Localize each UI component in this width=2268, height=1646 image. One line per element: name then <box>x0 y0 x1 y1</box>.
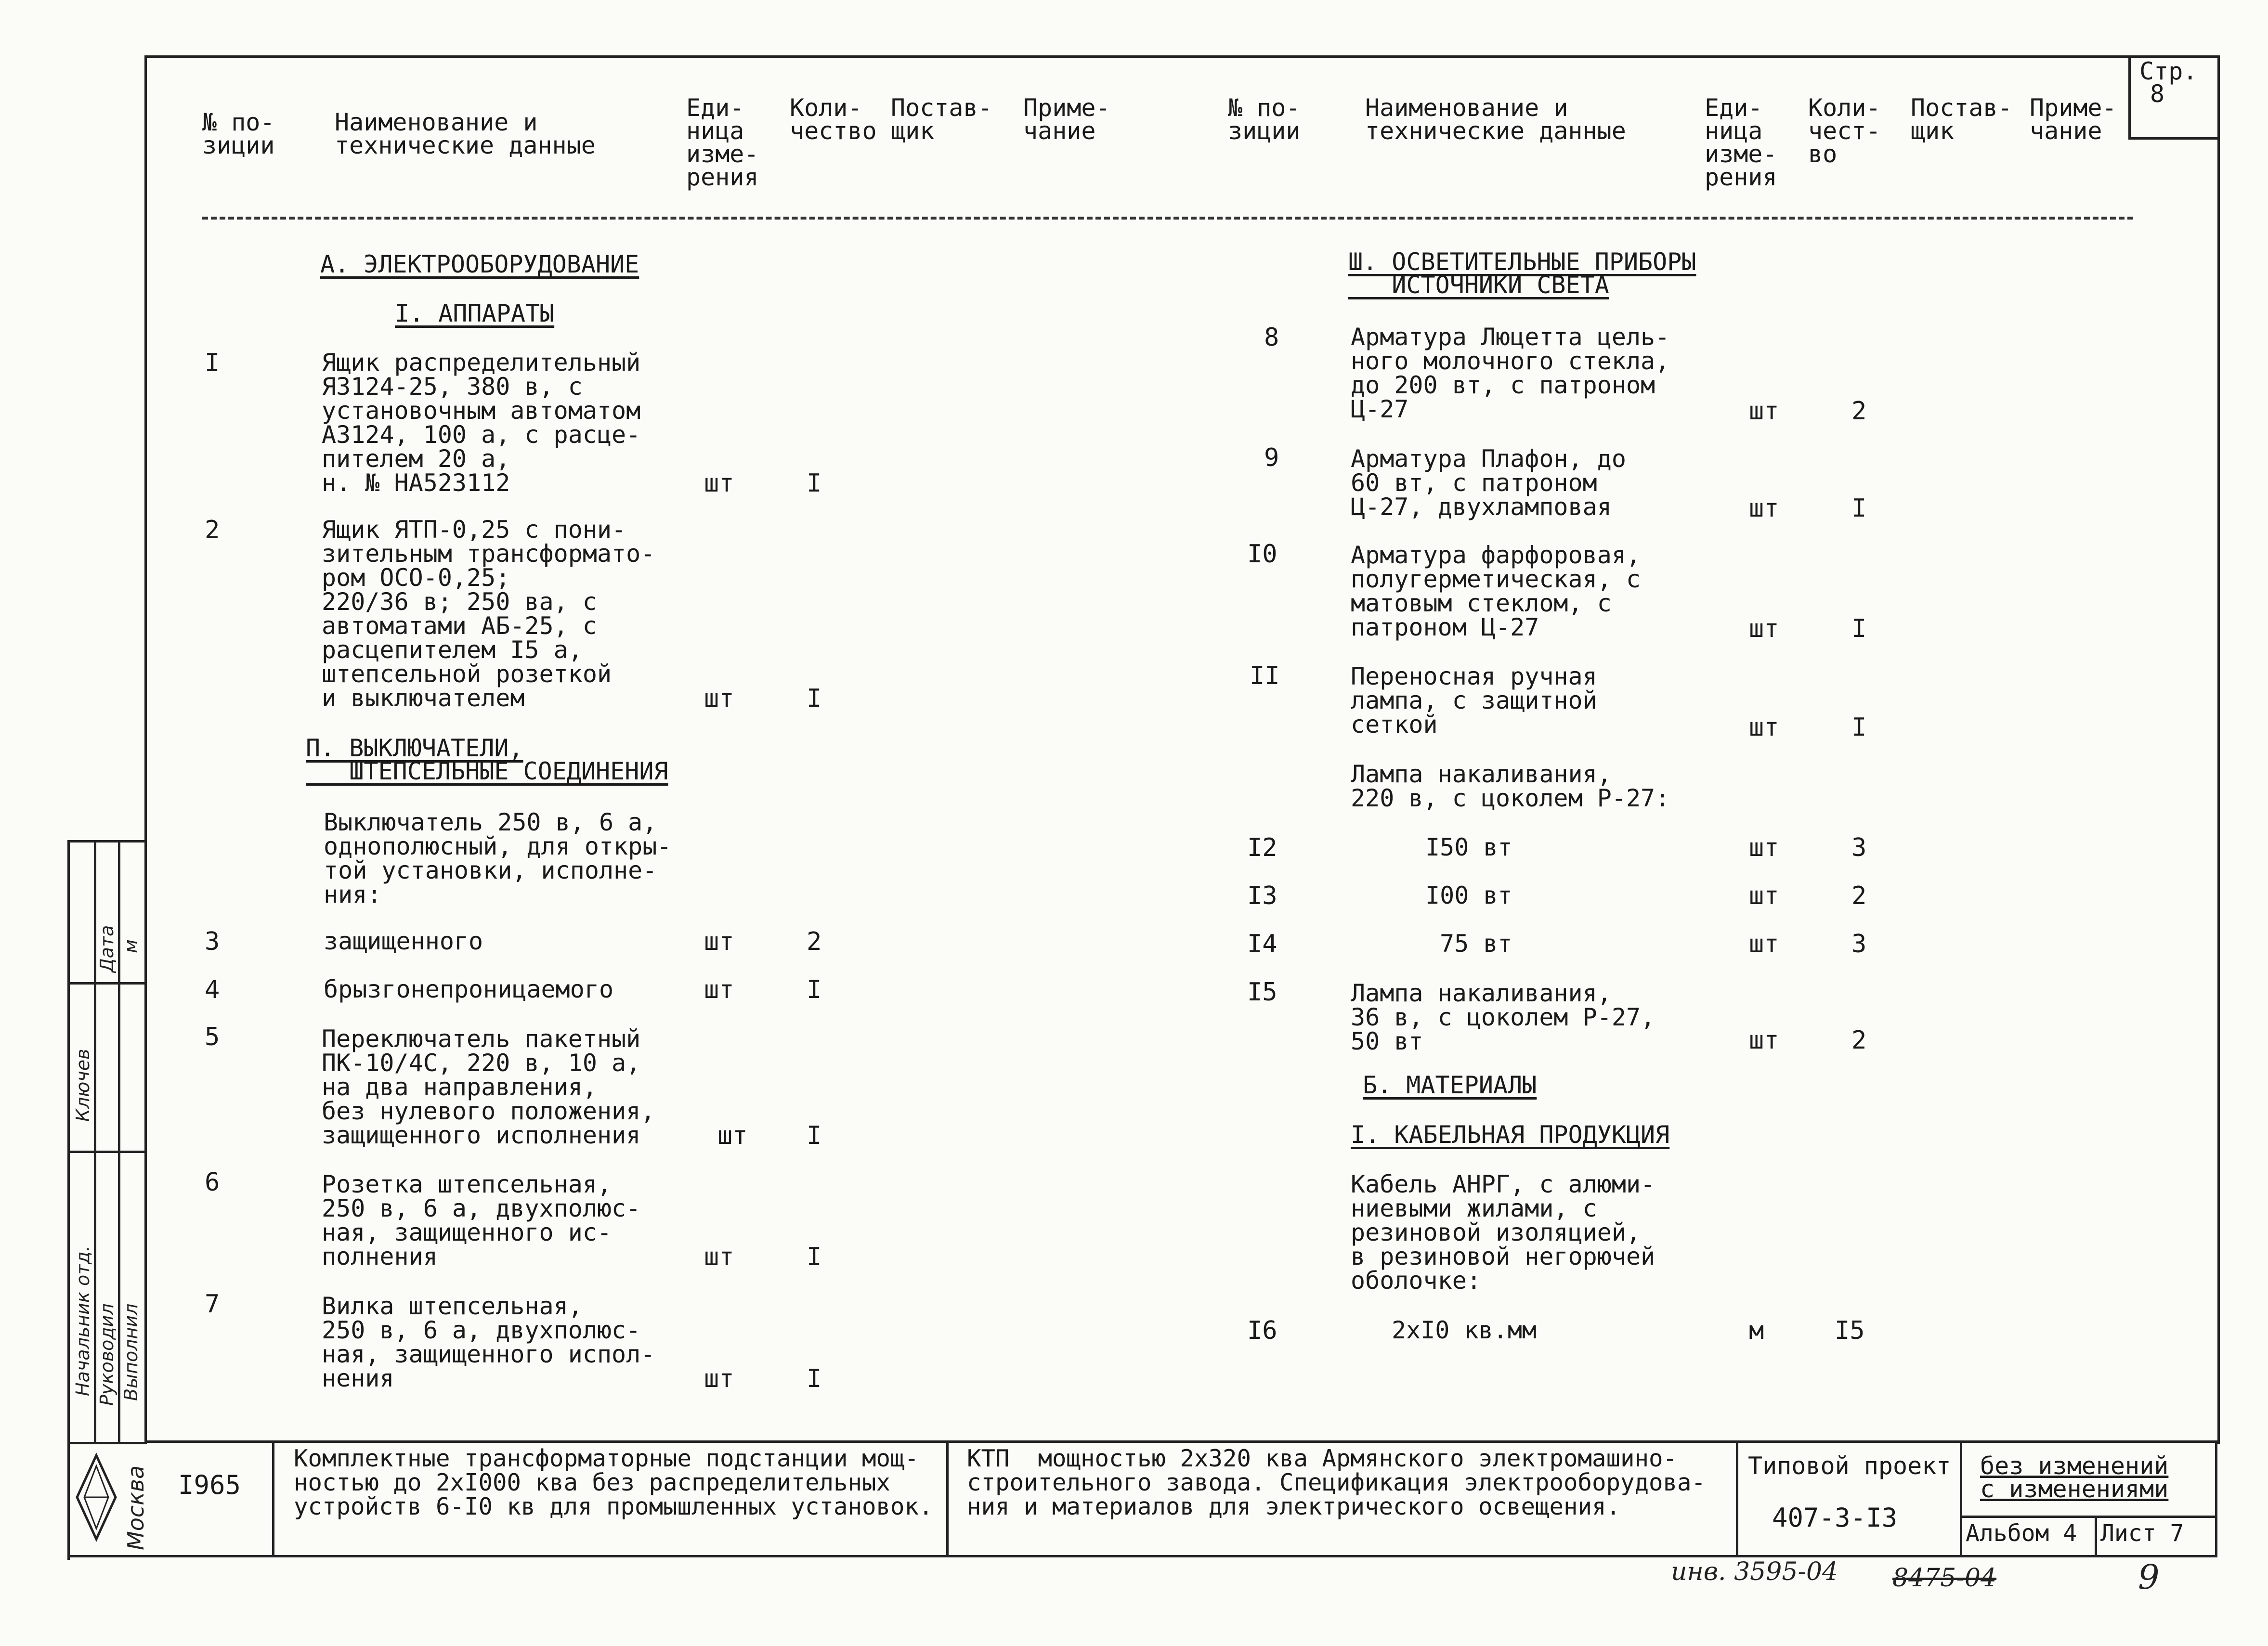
item-12-unit: шт <box>1749 833 1779 862</box>
item-7-pos: 7 <box>205 1290 220 1319</box>
item-12-pos: I2 <box>1247 833 1277 862</box>
header-left-unit: Еди- ница изме- рения <box>686 94 759 191</box>
section-lighting-title: Ш. ОСВЕТИТЕЛЬНЫЕ ПРИБОРЫ ИСТОЧНИКИ СВЕТА <box>1348 248 1696 299</box>
item-16-name: 2хI0 кв.мм <box>1392 1316 1537 1344</box>
item-9-pos: 9 <box>1264 443 1279 472</box>
title-block-right-edge <box>2215 1440 2217 1557</box>
item-11-name: Переносная ручная лампа, с защитной сеткой <box>1351 662 1597 739</box>
item-3-qty: 2 <box>807 927 822 956</box>
page-label: Стр. <box>2139 57 2198 85</box>
item-11-unit: шт <box>1749 713 1779 742</box>
header-left-qty: Коли- чество <box>790 94 877 145</box>
item-4-name: брызгонепроницаемого <box>324 975 614 1003</box>
header-right-note: Приме- чание <box>2030 94 2117 145</box>
item-2-pos: 2 <box>205 516 220 544</box>
album-number: Альбом 4 <box>1966 1520 2077 1547</box>
stamp-row-3 <box>70 1442 147 1444</box>
item-3-unit: шт <box>704 927 734 956</box>
gpi-logo-icon <box>75 1452 118 1543</box>
item-2-qty: I <box>807 684 822 713</box>
item-8-unit: шт <box>1749 397 1779 426</box>
header-right-supplier: Постав- щик <box>1911 94 2012 145</box>
subsection-switches: П. ВЫКЛЮЧАТЕЛИ, ШТЕПСЕЛЬНЫЕ СОЕДИНЕНИЯ <box>306 734 668 785</box>
header-right-name: Наименование и технические данные <box>1365 94 1626 145</box>
title-block-inner-line <box>1960 1516 2217 1518</box>
item-1-pos: I <box>205 349 220 377</box>
stamp-row-2 <box>70 1151 147 1153</box>
item-3-name: защищенного <box>324 927 483 955</box>
item-7-qty: I <box>807 1364 822 1393</box>
item-12-qty: 3 <box>1851 833 1867 862</box>
item-3-pos: 3 <box>205 927 220 956</box>
header-right-pos: № по- зиции <box>1228 94 1301 145</box>
item-13-pos: I3 <box>1247 881 1277 910</box>
subsection-apparatus: I. АППАРАТЫ <box>395 299 555 327</box>
item-13-name: I00 вт <box>1425 881 1512 909</box>
item-5-unit: шт <box>717 1121 748 1150</box>
title-block-bottom-line <box>67 1555 2217 1557</box>
switch-intro: Выключатель 250 в, 6 а, однополюсный, для откры- той установки, исполне- ния: <box>324 808 672 908</box>
inventory-number: инв. 3595-04 <box>1671 1557 1838 1586</box>
section-b-title: Б. МАТЕРИАЛЫ <box>1363 1071 1537 1099</box>
item-6-qty: I <box>807 1243 822 1271</box>
item-5-pos: 5 <box>205 1023 220 1051</box>
header-right-qty: Коли- чест- во <box>1808 94 1881 168</box>
item-9-qty: I <box>1851 494 1867 523</box>
section-a-title: А. ЭЛЕКТРООБОРУДОВАНИЕ <box>320 250 639 278</box>
item-14-qty: 3 <box>1851 930 1867 959</box>
item-15-qty: 2 <box>1851 1026 1867 1055</box>
stamp-block <box>67 840 147 1560</box>
page-number: 8 <box>2150 80 2165 108</box>
header-left-name: Наименование и технические данные <box>335 108 596 159</box>
title-block-divider-2 <box>946 1440 949 1557</box>
lamp-intro: Лампа накаливания, 220 в, с цоколем Р-27: <box>1351 760 1670 812</box>
header-right-unit: Еди- ница изме- рения <box>1705 94 1777 191</box>
stamp-role-lead: Руководил <box>96 1303 117 1406</box>
page-number-box <box>2128 55 2217 140</box>
item-16-pos: I6 <box>1247 1316 1277 1345</box>
item-4-pos: 4 <box>205 975 220 1004</box>
stamp-month-mark: м <box>120 939 142 953</box>
item-5-qty: I <box>807 1121 822 1150</box>
item-1-name: Ящик распределительный Я3124-25, 380 в, с установочным автоматом А3124, 100 а, с расце- пителем 20 а, н. № НА523112 <box>322 349 641 497</box>
stamp-city: Москва <box>123 1465 149 1550</box>
stamp-role-head: Начальник отд. <box>72 1245 93 1396</box>
item-4-qty: I <box>807 975 822 1004</box>
stamp-row-1 <box>70 982 147 985</box>
header-left-note: Приме- чание <box>1023 94 1110 145</box>
item-8-qty: 2 <box>1851 397 1867 426</box>
description-general: Комплектные трансформаторные подстанции мощ- ностью до 2хI000 ква без распределительных устройств 6-I0 кв для промышленных установок. <box>294 1445 933 1520</box>
item-15-unit: шт <box>1749 1026 1779 1055</box>
stamp-name-head: Ключев <box>72 1049 93 1122</box>
item-13-qty: 2 <box>1851 881 1867 910</box>
item-2-unit: шт <box>704 684 734 713</box>
header-left-pos: № по- зиции <box>202 108 275 159</box>
item-14-name: 75 вт <box>1440 930 1512 958</box>
item-15-pos: I5 <box>1247 978 1277 1007</box>
item-10-qty: I <box>1851 614 1867 643</box>
item-9-unit: шт <box>1749 494 1779 523</box>
item-11-pos: II <box>1250 661 1280 690</box>
item-10-unit: шт <box>1749 614 1779 643</box>
title-block-divider-1 <box>272 1440 274 1557</box>
item-14-pos: I4 <box>1247 930 1277 959</box>
item-10-name: Арматура фарфоровая, полугерметическая, с матовым стеклом, с патроном Ц-27 <box>1351 541 1641 641</box>
item-9-name: Арматура Плафон, до 60 вт, с патроном Ц-27, двухламповая <box>1351 445 1626 521</box>
item-16-qty: I5 <box>1835 1316 1865 1345</box>
subsection-cable: I. КАБЕЛЬНАЯ ПРОДУКЦИЯ <box>1351 1121 1670 1149</box>
status-changed: с изменениями <box>1980 1475 2169 1503</box>
sheet-number: Лист 7 <box>2100 1520 2184 1547</box>
item-1-qty: I <box>807 469 822 498</box>
item-16-unit: м <box>1749 1316 1764 1345</box>
item-14-unit: шт <box>1749 930 1779 959</box>
item-12-name: I50 вт <box>1425 833 1512 861</box>
header-separator <box>202 217 2133 220</box>
item-13-unit: шт <box>1749 881 1779 910</box>
description-specific: КТП мощностью 2х320 ква Армянского электромашино- строительного завода. Спецификация электрооборудова- ния и материалов для электрического освещения. <box>967 1445 1706 1520</box>
item-6-name: Розетка штепсельная, 250 в, 6 а, двухполюс- ная, защищенного ис- полнения <box>322 1170 641 1270</box>
stamp-role-exec: Выполнил <box>120 1303 142 1401</box>
page-handwritten-number: 9 <box>2138 1557 2160 1597</box>
title-block-divider-4 <box>1960 1440 1962 1557</box>
item-1-unit: шт <box>704 469 734 498</box>
status-unchanged: без изменений <box>1980 1452 2169 1480</box>
item-4-unit: шт <box>704 975 734 1004</box>
item-10-pos: I0 <box>1247 540 1277 569</box>
item-5-name: Переключатель пакетный ПК-10/4С, 220 в, 10 а, на два направления, без нулевого положения, защищенного исполнения <box>322 1025 655 1149</box>
item-15-name: Лампа накаливания, 36 в, с цоколем Р-27, 50 вт <box>1351 979 1655 1055</box>
title-block-top-line <box>144 1440 2217 1443</box>
item-8-pos: 8 <box>1264 323 1279 352</box>
year: I965 <box>178 1470 241 1500</box>
header-left-supplier: Постав- щик <box>891 94 992 145</box>
item-8-name: Арматура Люцетта цель- ного молочного стекла, до 200 вт, с патроном Ц-27 <box>1351 323 1670 423</box>
crossed-number: 8475-04 <box>1892 1564 1997 1593</box>
item-11-qty: I <box>1851 713 1867 742</box>
cable-intro: Кабель АНРГ, с алюми- ниевыми жилами, с резиновой изоляцией, в резиновой негорючей оболочке: <box>1351 1170 1655 1295</box>
project-label: Типовой проект <box>1748 1452 1951 1480</box>
title-block-divider-3 <box>1736 1440 1738 1557</box>
project-number: 407-3-I3 <box>1772 1503 1898 1533</box>
item-7-name: Вилка штепсельная, 250 в, 6 а, двухполюс- ная, защищенного испол- нения <box>322 1292 655 1392</box>
item-7-unit: шт <box>704 1364 734 1393</box>
item-2-name: Ящик ЯТП-0,25 с пони- зительным трансформато- ром ОСО-0,25; 220/36 в; 250 ва, с автоматами АБ-25, с расцепителем I5 а, штепсельной розеткой и выключателем <box>322 516 655 712</box>
title-block-album-divider <box>2095 1516 2097 1557</box>
item-6-unit: шт <box>704 1243 734 1271</box>
stamp-date-label: Дата <box>96 925 117 972</box>
item-6-pos: 6 <box>205 1168 220 1197</box>
